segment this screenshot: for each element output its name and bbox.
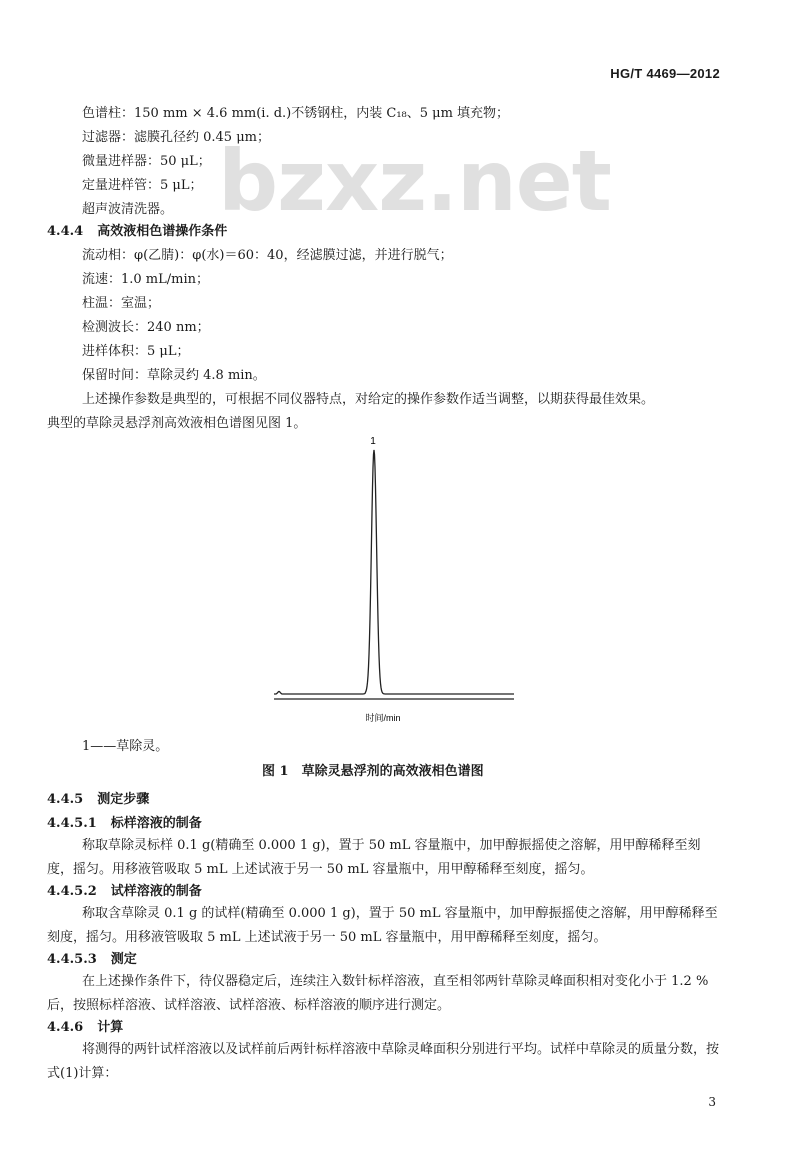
section-number: 4.4.5.2 <box>47 884 97 899</box>
section-4453-heading <box>47 950 137 970</box>
section-4452-heading <box>47 882 202 902</box>
equipment-line-column: 色谱柱：150 mm × 4.6 mm(i. d.)不锈钢柱，内装 C₁₈、5 μm 填充物； <box>82 106 510 121</box>
section-number: 4.4.5.1 <box>47 816 97 831</box>
section-title: 高效液相色谱操作条件 <box>97 224 228 239</box>
section-title: 试样溶液的制备 <box>110 884 202 899</box>
figure-legend-note: 1——草除灵。 <box>82 739 169 754</box>
chromatogram-chart <box>268 430 520 730</box>
section-4452-text: 称取含草除灵 0.1 g 的试样(精确至 0.000 1 g)，置于 50 mL 容量瓶中，加甲醇振摇使之溶解，用甲醇稀释至刻度，摇匀。用移液管吸取 5 mL 上述试液于另一 50 mL 容量瓶中，用甲醇稀释至刻度，摇匀。 <box>47 906 718 945</box>
chromatogram-trace <box>274 450 514 694</box>
section-4451-text: 称取草除灵标样 0.1 g(精确至 0.000 1 g)，置于 50 mL 容量瓶中，加甲醇振摇使之溶解，用甲醇稀释至刻度，摇匀。用移液管吸取 5 mL 上述试液于另一 50 mL 容量瓶中，用甲醇稀释至刻度，摇匀。 <box>47 838 701 877</box>
condition-mobile-phase: 流动相：φ(乙腈)：φ(水)＝60：40，经滤膜过滤，并进行脱气； <box>82 248 453 263</box>
equipment-line-filter: 过滤器：滤膜孔径约 0.45 μm； <box>82 130 270 145</box>
x-axis-label: 时间/min <box>365 713 401 723</box>
section-title: 计算 <box>97 1020 124 1035</box>
section-number: 4.4.4 <box>47 224 84 239</box>
section-title: 测定步骤 <box>97 792 150 807</box>
section-title: 测定 <box>110 952 137 967</box>
figure-caption: 图 1 草除灵悬浮剂的高效液相色谱图 <box>262 764 484 779</box>
condition-wavelength: 检测波长：240 nm； <box>82 320 210 335</box>
section-number: 4.4.5 <box>47 792 84 807</box>
section-number: 4.4.5.3 <box>47 952 97 967</box>
section-title: 标样溶液的制备 <box>110 816 202 831</box>
condition-retention-time: 保留时间：草除灵约 4.8 min。 <box>82 368 266 383</box>
condition-injection-volume: 进样体积：5 μL； <box>82 344 190 359</box>
section-446-text: 将测得的两针试样溶液以及试样前后两针标样溶液中草除灵峰面积分别进行平均。试样中草除灵的质量分数，按式(1)计算： <box>47 1042 720 1081</box>
equipment-line-loop: 定量进样管：5 μL； <box>82 178 203 193</box>
paragraph-parameters: 上述操作参数是典型的，可根据不同仪器特点，对给定的操作参数作适当调整，以期获得最佳效果。 <box>82 392 655 407</box>
chromatogram-svg <box>268 430 520 730</box>
section-4453-text: 在上述操作条件下，待仪器稳定后，连续注入数针标样溶液，直至相邻两针草除灵峰面积相对变化小于 1.2 %后，按照标样溶液、试样溶液、试样溶液、标样溶液的顺序进行测定。 <box>47 974 709 1013</box>
section-445-heading <box>47 790 149 810</box>
watermark: bzxz.net <box>218 132 611 230</box>
section-446-heading <box>47 1018 123 1038</box>
page-number: 3 <box>708 1095 716 1109</box>
section-444-heading <box>47 222 227 242</box>
condition-column-temp: 柱温：室温； <box>82 296 161 311</box>
section-number: 4.4.6 <box>47 1020 84 1035</box>
equipment-line-ultrasonic: 超声波清洗器。 <box>82 202 174 217</box>
paragraph-figure-ref: 典型的草除灵悬浮剂高效液相色谱图见图 1。 <box>47 416 307 431</box>
equipment-line-microsyringe: 微量进样器：50 μL； <box>82 154 211 169</box>
standard-code: HG/T 4469—2012 <box>610 66 720 81</box>
section-4451-heading <box>47 814 202 834</box>
peak-label-1: 1 <box>370 436 376 447</box>
condition-flow-rate: 流速：1.0 mL/min； <box>82 272 210 287</box>
